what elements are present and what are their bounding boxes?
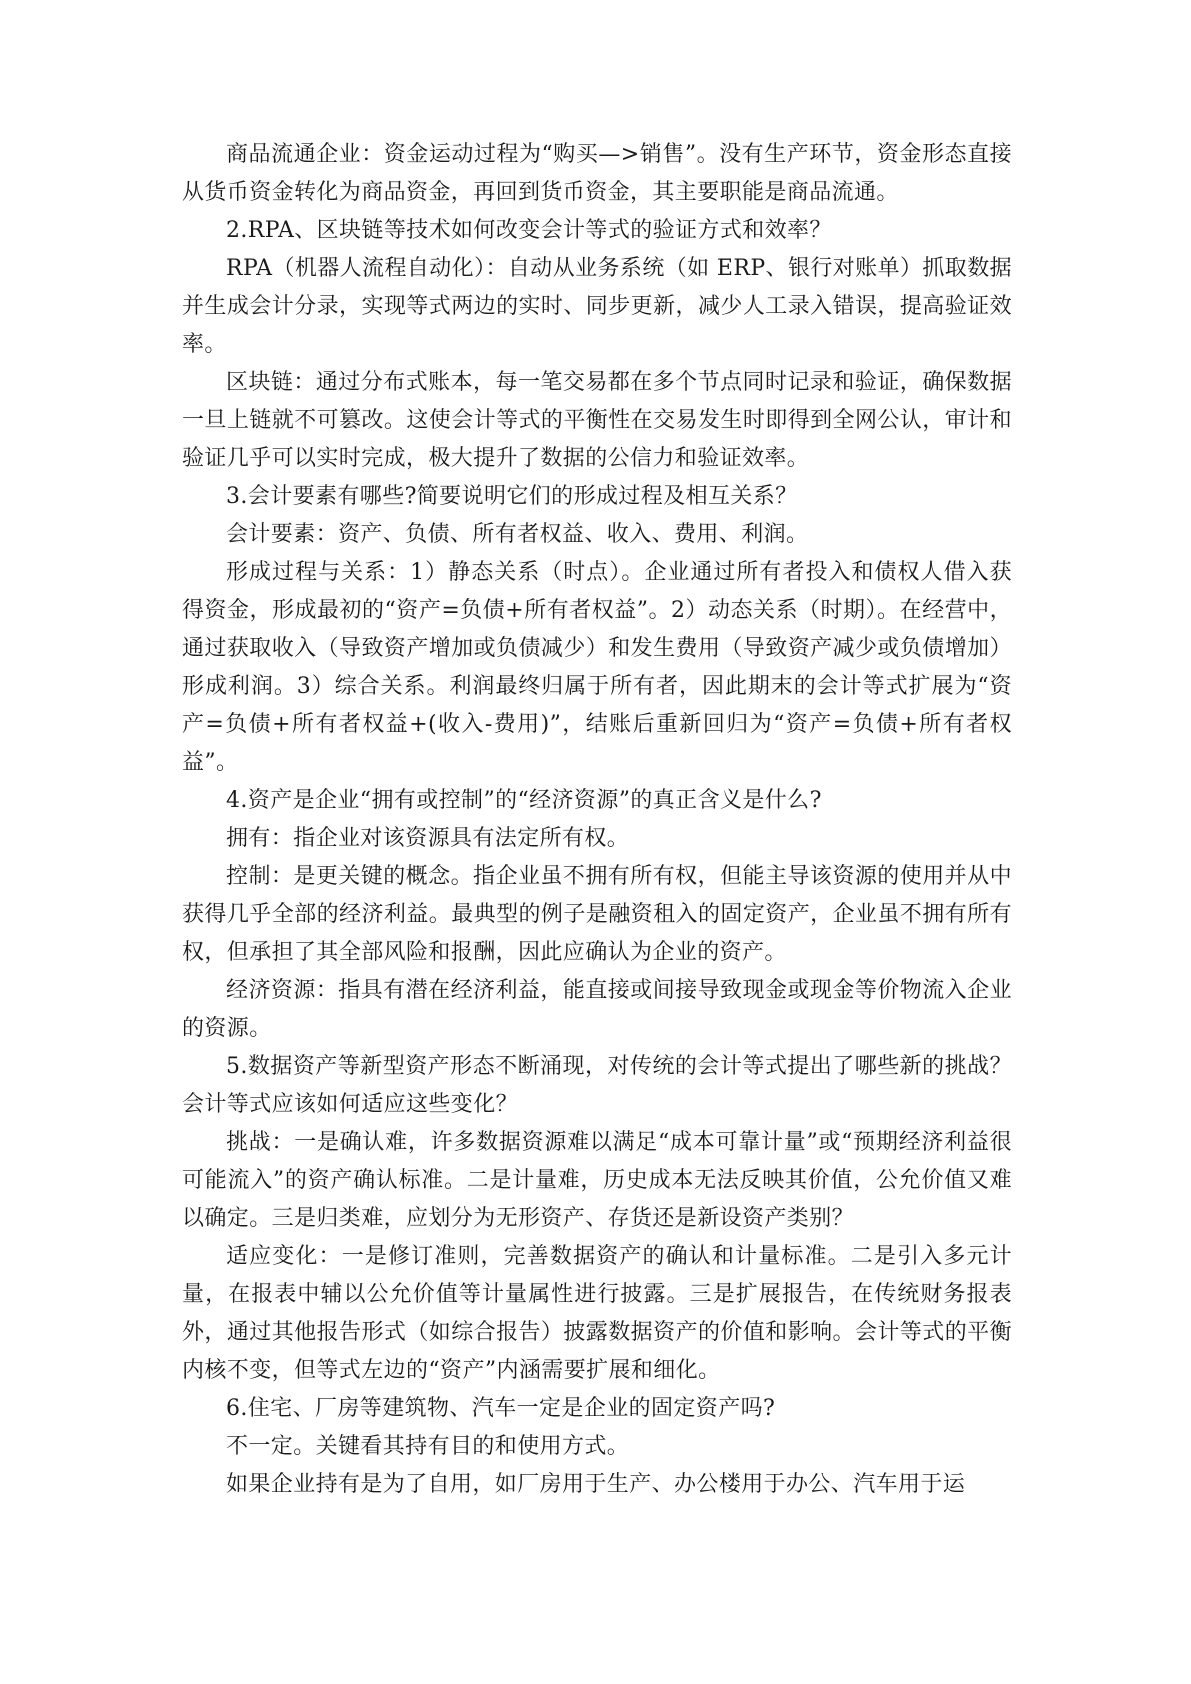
paragraph-rpa: RPA（机器人流程自动化）：自动从业务系统（如 ERP、银行对账单）抓取数据并生成会计分录，实现等式两边的实时、同步更新，减少人工录入错误，提高验证效率。 bbox=[182, 256, 1012, 357]
paragraph-challenges: 挑战：一是确认难，许多数据资源难以满足“成本可靠计量”或“预期经济利益很可能流入”的资产确认标准。二是计量难，历史成本无法反映其价值，公允价值又难以确定。三是归类难，应划分为无形资产、存货还是新设资产类别？ bbox=[182, 1130, 1012, 1231]
question-6: 6.住宅、厂房等建筑物、汽车一定是企业的固定资产吗? bbox=[226, 1396, 776, 1421]
document-body bbox=[182, 136, 1012, 1504]
paragraph-commodity-enterprise: 商品流通企业：资金运动过程为“购买—>销售”。没有生产环节，资金形态直接从货币资金转化为商品资金，再回到货币资金，其主要职能是商品流通。 bbox=[182, 142, 1012, 205]
paragraph-self-use: 如果企业持有是为了自用，如厂房用于生产、办公楼用于办公、汽车用于运 bbox=[226, 1472, 966, 1497]
paragraph-control: 控制：是更关键的概念。指企业虽不拥有所有权，但能主导该资源的使用并从中获得几乎全部的经济利益。最典型的例子是融资租入的固定资产，企业虽不拥有所有权，但承担了其全部风险和报酬，因此应确认为企业的资产。 bbox=[182, 864, 1012, 965]
question-5: 5.数据资产等新型资产形态不断涌现，对传统的会计等式提出了哪些新的挑战？会计等式应该如何适应这些变化？ bbox=[182, 1054, 1012, 1117]
paragraph-not-necessarily: 不一定。关键看其持有目的和使用方式。 bbox=[226, 1434, 630, 1459]
paragraph-adaptation: 适应变化：一是修订准则，完善数据资产的确认和计量标准。二是引入多元计量，在报表中辅以公允价值等计量属性进行披露。三是扩展报告，在传统财务报表外，通过其他报告形式（如综合报告）披露数据资产的价值和影响。会计等式的平衡内核不变，但等式左边的“资产”内涵需要扩展和细化。 bbox=[182, 1244, 1012, 1383]
paragraph-formation-relations: 形成过程与关系：1）静态关系（时点）。企业通过所有者投入和债权人借入获得资金，形成最初的“资产=负债+所有者权益”。2）动态关系（时期）。在经营中，通过获取收入（导致资产增加或负债减少）和发生费用（导致资产减少或负债增加）形成利润。3）综合关系。利润最终归属于所有者，因此期末的会计等式扩展为“资产=负债+所有者权益+(收入-费用)”，结账后重新回归为“资产=负债+所有者权益”。 bbox=[182, 560, 1012, 775]
paragraph-own: 拥有：指企业对该资源具有法定所有权。 bbox=[226, 826, 630, 851]
paragraph-accounting-elements: 会计要素：资产、负债、所有者权益、收入、费用、利润。 bbox=[226, 522, 809, 547]
paragraph-blockchain: 区块链：通过分布式账本，每一笔交易都在多个节点同时记录和验证，确保数据一旦上链就不可篡改。这使会计等式的平衡性在交易发生时即得到全网公认，审计和验证几乎可以实时完成，极大提升了数据的公信力和验证效率。 bbox=[182, 370, 1012, 471]
question-3: 3.会计要素有哪些?简要说明它们的形成过程及相互关系？ bbox=[226, 484, 798, 509]
paragraph-economic-resource: 经济资源：指具有潜在经济利益，能直接或间接导致现金或现金等价物流入企业的资源。 bbox=[182, 978, 1012, 1041]
question-2: 2.RPA、区块链等技术如何改变会计等式的验证方式和效率？ bbox=[226, 218, 832, 243]
question-4: 4.资产是企业“拥有或控制”的“经济资源”的真正含义是什么? bbox=[226, 788, 822, 813]
